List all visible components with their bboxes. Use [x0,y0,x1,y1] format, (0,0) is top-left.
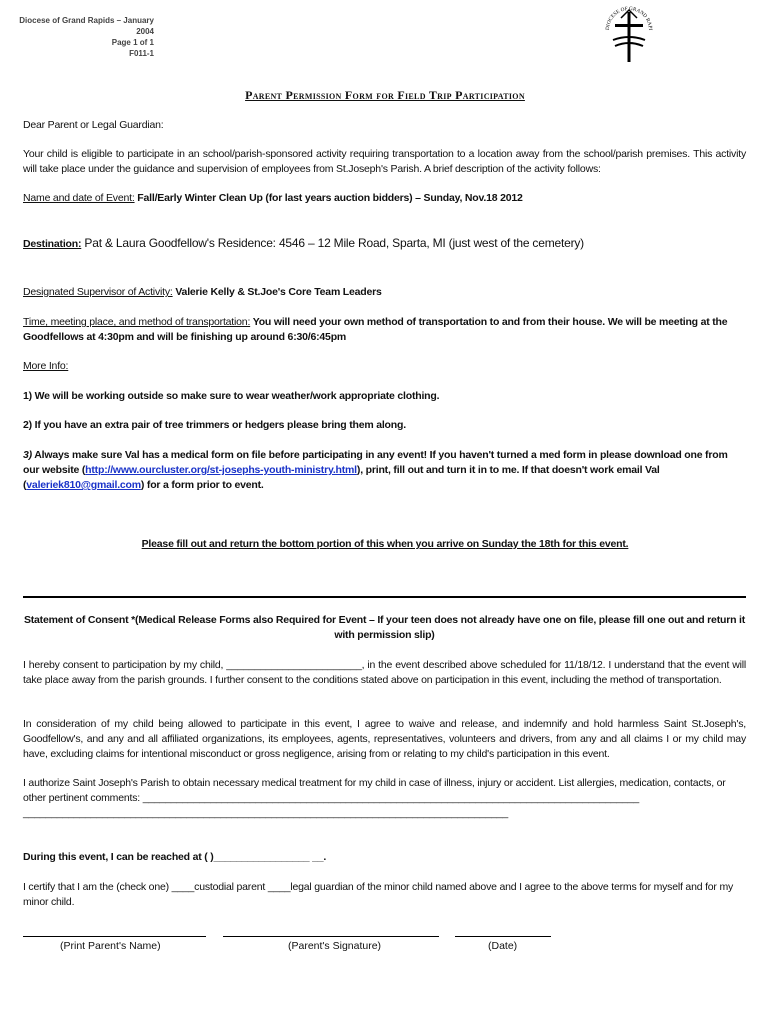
form-title: Parent Permission Form for Field Trip Participation [245,88,525,102]
info-item-3-text1: Always make sure Val has a medical form on file before participating in any event! If you haven't turned a med form in please download one from our website ( [23,449,728,476]
event-name-line [23,191,746,206]
transport-line [23,315,746,345]
logo-text: DIOCESE OF GRAND RAPI [604,5,654,31]
email-link[interactable]: valeriek810@gmail.com [26,479,141,491]
intro-paragraph: Your child is eligible to participate in an school/parish-sponsored activity requiring transportation to a location away from the school/parish premises. This activity will take place under the guidance and supervision of employees from St.Joseph's Parish. A brief description of the activity follows: [23,148,746,175]
consent-paragraph-2: In consideration of my child being allowed to participate in this event, I agree to waive and release, and indemnify and hold harmless Saint St.Joseph's, Goodfellow's, and any and all affiliated organizations, its employees, agents, representatives, volunteers and drivers, from any and all claims I or my child may have, excluding claims for intentional misconduct or gross negligence, arising from or relating to my child's participation in this event. [23,718,746,760]
reach-phone-line: During this event, I can be reached at ( )_________________ __. [23,851,327,863]
comments-line-2: ______________________________________________________________________________________ [23,807,509,819]
transport-value: You will need your own method of transportation to and from their house. We will be meeting at the Goodfellows at 4:30pm and will be finishing up around 6:30/6:45pm [23,316,728,343]
diocese-logo [601,0,657,64]
return-note: Please fill out and return the bottom portion of this when you arrive on Sunday the 18th for this event. [141,538,629,550]
header-diocese: Diocese of Grand Rapids – January 2004 [19,16,154,36]
website-link[interactable]: http://www.ourcluster.org/st-josephs-youth-ministry.html [85,464,357,476]
info-item-3 [23,448,746,493]
consent-paragraph-1: I hereby consent to participation by my child, ________________________, in the event described above scheduled for 11/18/12. I understand that the event will take place away from the parish grounds. I further consent to the conditions stated above on participation in this event, including the method of transportation. [23,659,746,686]
destination-value: Pat & Laura Goodfellow's Residence: 4546 – 12 Mile Road, Sparta, MI (just west of the cemetery) [81,236,584,250]
info-item-2: 2) If you have an extra pair of tree trimmers or hedgers please bring them along. [23,419,406,431]
consent-title: Statement of Consent *(Medical Release Forms also Required for Event – If your teen does not already have one on file, please fill one out and return it with permission slip) [23,614,746,641]
supervisor-line [23,285,746,300]
info-item-3-number: 3) [23,449,32,461]
certify-paragraph: I certify that I am the (check one) ____custodial parent ____legal guardian of the minor child named above and I agree to the above terms for myself and for my minor child. [23,881,734,908]
date-line [455,936,551,937]
signature-label: (Parent's Signature) [288,940,382,952]
consent-paragraph-3: I authorize Saint Joseph's Parish to obtain necessary medical treatment for my child in case of illness, injury or accident. List allergies, medication, contacts, or other pertinent comments: ________________________________________________________________________________________ [23,777,726,804]
document-header [0,15,154,59]
event-label: Name and date of Event: [23,192,135,204]
print-name-label: (Print Parent's Name) [60,940,161,952]
print-name-line [23,936,206,937]
section-divider [23,596,746,598]
supervisor-label: Designated Supervisor of Activity: [23,286,173,298]
transport-label: Time, meeting place, and method of transportation: [23,316,251,328]
header-form-number: F011-1 [129,49,154,58]
destination-label: Destination: [23,238,82,250]
salutation: Dear Parent or Legal Guardian: [23,119,164,131]
destination-line [23,236,746,252]
more-info-label: More Info: [23,360,69,372]
supervisor-value: Valerie Kelly & St.Joe's Core Team Leaders [172,286,382,298]
info-item-3-text2: ), print, fill out and turn it in to me. If that doesn't work email Val ( [23,464,660,491]
header-page: Page 1 of 1 [111,38,154,47]
date-label: (Date) [488,940,518,952]
signature-line [223,936,439,937]
info-item-1: 1) We will be working outside so make sure to wear weather/work appropriate clothing. [23,390,440,402]
info-item-3-text3: ) for a form prior to event. [140,479,264,491]
event-value: Fall/Early Winter Clean Up (for last years auction bidders) – Sunday, Nov.18 2012 [134,192,523,204]
